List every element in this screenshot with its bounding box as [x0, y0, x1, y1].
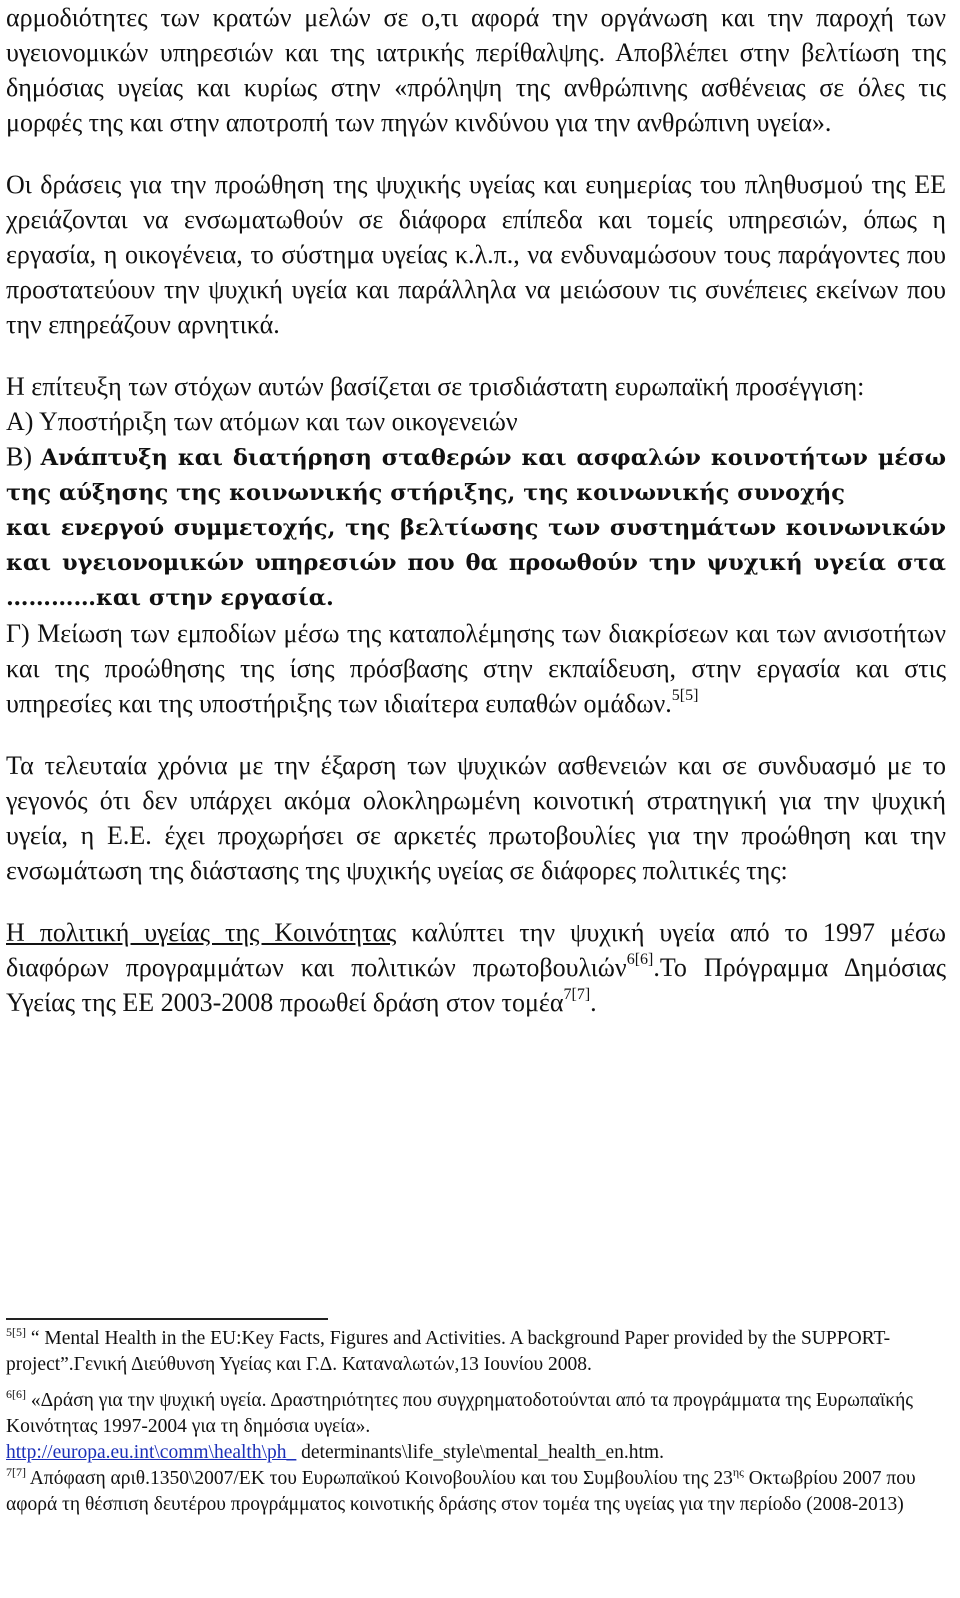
footnote-6-link-rest: determinants\life_style\mental_health_en.htm.: [296, 1442, 664, 1463]
list-item-b-bold-text: Ανάπτυξη και διατήρηση σταθερών και ασφαλών κοινοτήτων μέσω της αύξησης της κοινωνικής στήριξης, της κοινωνικής συνοχής: [6, 445, 946, 506]
footnote-7-text: Απόφαση αριθ.1350\2007/ΕΚ του Ευρωπαϊκού Κοινοβουλίου και του Συμβουλίου της 23: [26, 1468, 733, 1489]
paragraph-three-dimensional-approach: Η επίτευξη των στόχων αυτών βασίζεται σε τρισδιάστατη ευρωπαϊκή προσέγγιση:: [6, 372, 865, 401]
footnote-6-mark: 6[6]: [6, 1387, 26, 1401]
list-item-b-part1: [6, 439, 946, 511]
paragraph-text-part1: καλύπτει την ψυχική υγεία από το 1997 μέσω διαφόρων προγραμμάτων και πολιτικών πρωτοβουλιών: [6, 918, 947, 982]
footnote-7-text-2: Οκτωβρίου 2007 που αφορά τη θέσπιση δευτέρου προγράμματος κοινοτικής δράσης στον τομέα της υγείας για την περίοδο (2008-2013): [6, 1468, 916, 1515]
list-item-b-prefix: Β): [6, 442, 41, 471]
paragraph-text-part3: .: [590, 988, 597, 1017]
paragraph-mental-health-actions: Οι δράσεις για την προώθηση της ψυχικής υγείας και ευημερίας του πληθυσμού της ΕΕ χρειάζονται να ενσωματωθούν σε διάφορα επίπεδα και τομείς υπηρεσιών, όπως η εργασία, η οικογένεια, το σύστημα υγείας κ.λ.π., να ενδυναμώσουν τους παράγοντες που προστατεύουν την ψυχική υγεία και παράλληλα να μειώσουν τις συνέπειες εκείνων που την επηρεάζουν αρνητικά.: [6, 170, 946, 339]
footnote-7: [6, 1466, 946, 1518]
footnote-5-mark: 5[5]: [6, 1325, 26, 1339]
paragraph-text-part2: .Το Πρόγραμμα Δημόσιας Υγείας της ΕΕ 2003-2008 προωθεί δράση στον τομέα: [6, 953, 946, 1017]
footnotes-section: [6, 1318, 946, 1518]
footnote-6-text: «Δράση για την ψυχική υγεία. Δραστηριότητες που συγχρηματοδοτούνται από τα προγράμματα της Ευρωπαϊκής Κοινότητας 1997-2004 για τη δημόσια υγεία».: [6, 1390, 914, 1437]
footnote-separator: [6, 1318, 328, 1320]
footnote-5: [6, 1326, 946, 1378]
list-item-c-text: Γ) Μείωση των εμποδίων μέσω της καταπολέμησης των διακρίσεων και των ανισοτήτων και της προώθησης της ίσης πρόσβασης στην εκπαίδευση, στην εργασία και στις υπηρεσίες και της υποστήριξης των ιδιαίτερα ευπαθών ομάδων.: [6, 619, 946, 718]
list-item-c: [6, 616, 946, 721]
community-health-policy-heading: Η πολιτική υγείας της Κοινότητας: [6, 918, 397, 947]
footnote-ref-5[interactable]: 5[5]: [671, 687, 699, 704]
footnote-ref-7[interactable]: 7[7]: [563, 986, 591, 1003]
footnote-7-mark: 7[7]: [6, 1465, 26, 1479]
footnote-7-sup: ης: [732, 1465, 744, 1479]
paragraph-community-health-policy: [6, 915, 946, 1020]
paragraph-eu-competences: αρμοδιότητες των κρατών μελών σε ο,τι αφορά την οργάνωση και την παροχή των υγειονομικών υπηρεσιών και της ιατρικής περίθαλψης. Αποβλέπει στην βελτίωση της δημόσιας υγείας και κυρίως στην «πρόληψη της ανθρώπινης ασθένειας σε όλες τις μορφές της και στην αποτροπή των πηγών κινδύνου για την ανθρώπινη υγεία».: [6, 3, 946, 137]
list-item-b: [6, 439, 946, 616]
list-item-a: Α) Υποστήριξη των ατόμων και των οικογενειών: [6, 407, 518, 436]
footnote-5-text: “ Mental Health in the EU:Key Facts, Figures and Activities. A background Paper provided by the SUPPORT-project”.Γενική Διεύθυνση Υγείας και Γ.Δ. Καταναλωτών,13 Ιουνίου 2008.: [6, 1328, 891, 1375]
footnote-6-link[interactable]: http://europa.eu.int\comm\health\ph_: [6, 1442, 297, 1463]
paragraph-recent-years: Τα τελευταία χρόνια με την έξαρση των ψυχικών ασθενειών και σε συνδυασμό με το γεγονός ότι δεν υπάρχει ακόμα ολοκληρωμένη κοινοτική στρατηγική για την ψυχική υγεία, η Ε.Ε. έχει προχωρήσει σε αρκετές πρωτοβουλίες για την προώθηση και την ενσωμάτωση της διάστασης της ψυχικής υγείας σε διάφορες πολιτικές της:: [6, 751, 946, 885]
list-item-b-part2: και ενεργού συμμετοχής, της βελτίωσης των συστημάτων κοινωνικών και υγειονομικών υπηρεσιών που θα προωθούν την ψυχική υγεία στα …………και στην εργασία.: [6, 515, 946, 611]
footnote-ref-6[interactable]: 6[6]: [626, 951, 654, 968]
footnote-6: [6, 1388, 946, 1466]
